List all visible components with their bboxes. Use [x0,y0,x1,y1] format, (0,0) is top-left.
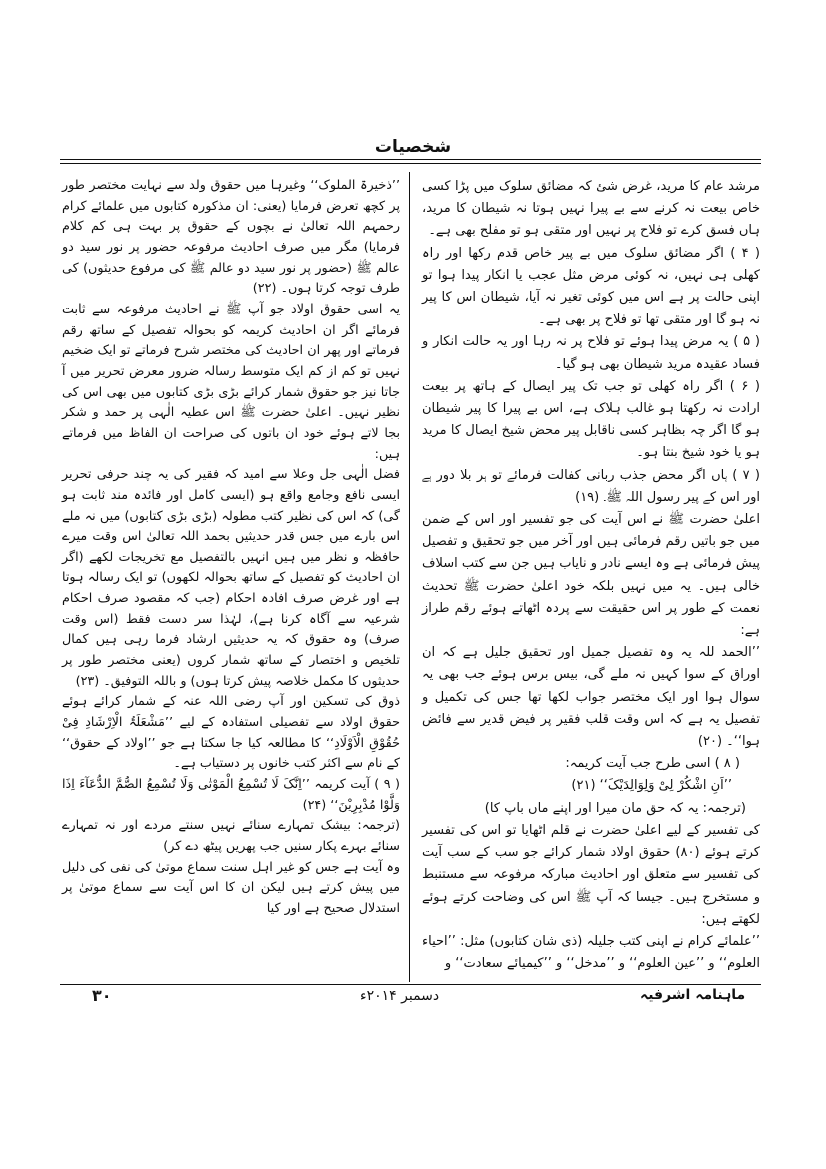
verse: ( ۹ ) آیت کریمہ ’’اِنَّکَ لَا تُسْمِعُ الْمَوْتٰی وَلَا تُسْمِعُ الصُّمَّ الدُّعَآءَ اِذَا وَلَّوْا مُدْبِرِیْنَ‘‘ (۲۴) [62,777,400,813]
page-number: ۳۰ [92,986,112,1005]
right-column [422,176,760,975]
paragraph: یہ اسی حقوق اولاد جو آپ ﷺ نے احادیث مرفوعہ سے ثابت فرمائے اگر ان احادیث کریمہ کو بحوالہ تفصیل کے ساتھ رقم فرماتے اور پھر ان احادیث کی مختصر شرح فرماتے تو ایک ضخیم نہیں تو کم از کم ایک متوسط رسالہ ضرور معرض تحریر میں آ جاتا نیز جو حقوق شمار کرائے بڑی بڑی کتابوں میں بھی اس کی نظیر نہیں۔ اعلیٰ حضرت ﷺ اس عطیہ الٰہی پر حمد و شکر بجا لاتے ہوئے خود ان باتوں کی صراحت ان الفاظ میں فرماتے ہیں: [62,301,400,462]
paragraph: ( ۴ ) اگر مضائق سلوک میں بے پیر خاص قدم رکھا اور راہ کھلی ہی نہیں، نہ کوئی مرض مثل عجب یا انکار پیدا ہوا تو اپنی حالت پر ہے اس میں کوئی تغیر نہ آیا، شیطان اس کا پیر نہ ہو گا اور متقی تھا تو فلاح پر بھی ہے۔ [422,245,760,328]
verse: ’’اَنِ اشْکُرْ لِیْ وَلِوَالِدَیْکَ‘‘ (۲۱) [571,778,732,794]
header-rule-thin [60,163,761,164]
quote-paragraph: ’’علمائے کرام نے اپنی کتب جلیلہ (ذی شان کتابوں) مثل: ’’احیاء العلوم‘‘ و ’’عین العلوم‘‘ و ’’مدخل‘‘ و ’’کیمیائے سعادت‘‘ و [422,933,760,972]
translation: (ترجمہ: یہ کہ حق مان میرا اور اپنے ماں باپ کا) [484,800,746,816]
paragraph: ( ۵ ) یہ مرض پیدا ہوئے تو فلاح پر نہ رہا اور یہ حالت انکار و فساد عقیدہ مرید شیطان بھی ہو گیا۔ [422,334,760,372]
paragraph: مرشد عام کا مرید، غرض شئ کہ مضائق سلوک میں پڑا کسی خاص بیعت نہ کرنے سے بے پیرا نہیں ہوتا نہ شیطان کا مرید، ہاں فسق کرے تو فلاح پر نہیں اور متقی ہو تو مفلح بھی ہے۔ [422,179,760,239]
paragraph: ( ۷ ) ہاں اگر محض جذب ربانی کفالت فرمائے تو ہر بلا دور ہے اور اس کے پیر رسول اللہ ﷺ۔ (۱۹) [422,467,760,505]
paragraph: ( ۶ ) اگر راہ کھلی تو جب تک پیر ایصال کے ہاتھ پر بیعت ارادت نہ رکھتا ہو غالب ہلاک ہے، اس بے پیرا کا پیر شیطان ہو گا اگر چہ بظاہر کسی ناقابل پیر محض شیخ ایصال کا مرید ہو یا خود شیخ بنتا ہو۔ [422,378,760,461]
left-column [62,176,400,920]
quote-paragraph: ’’الحمد للہ یہ وہ تفصیل جمیل اور تحقیق جلیل ہے کہ ان اوراق کے سوا کہیں نہ ملے گی، بیس برس ہوئے جب بھی یہ سوال ہوا اور ایک مختصر جواب لکھا تھا جس کی تکمیل و تفصیل یہ ہے کہ اس وقت قلب فقیر پر فیض قدیر سے فائض ہوا‘‘۔ (۲۰) [422,645,760,750]
paragraph: وہ آیت ہے جس کو غیر اہل سنت سماع موتیٰ کی نفی کی دلیل میں پیش کرتے ہیں لیکن ان کا اس آیت سے سماع موتیٰ پر استدلال صحیح ہے اور کیا [62,859,400,916]
paragraph: کی تفسیر کے لیے اعلیٰ حضرت نے قلم اٹھایا تو اس کی تفسیر کرتے ہوئے (۸۰) حقوق اولاد شمار کرائے جو سب کے سب آیت کی تفسیر سے متعلق اور احادیث مبارکہ مرفوعہ سے مستنبط و مستخرج ہیں۔ جیسا کہ آپ ﷺ اس کی وضاحت کرتے ہوئے لکھتے ہیں: [422,822,760,927]
footer-rule [60,984,761,985]
paragraph: ’’ذخیرۃ الملوک‘‘ وغیرہا میں حقوق ولد سے نہایت مختصر طور پر کچھ تعرض فرمایا (یعنی: ان مذکورہ کتابوں میں علمائے کرام رحمہم اللہ تعالیٰ نے بچوں کے حقوق پر بہت ہی کم کلام فرمایا) مگر میں صرف احادیث مرفوعہ حضور پر نور سید دو عالم ﷺ (حضور پر نور سید دو عالم ﷺ کی مرفوع حدیثوں) کی طرف توجہ کرتا ہوں۔ (۲۲) [62,178,400,297]
paragraph: اعلیٰ حضرت ﷺ نے اس آیت کی جو تفسیر اور اس کے ضمن میں جو باتیں رقم فرمائی ہیں اور آخر میں جو تحقیق و تفصیل پیش فرمائی ہے وہ ایسے نادر و نایاب ہیں جن سے کتب اسلاف خالی ہیں۔ یہ میں نہیں بلکہ خود اعلیٰ حضرت ﷺ تحدیث نعمت کے طور پر اس حقیقت سے پردہ اٹھاتے ہوئے رقم طراز ہے: [422,512,760,639]
paragraph: ( ۸ ) اسی طرح جب آیت کریمہ: [565,756,740,772]
header-rule [60,159,761,160]
magazine-name: ماہنامہ اشرفیہ [640,987,746,1003]
paragraph: ذوق کی تسکین اور آپ رضی اللہ عنہ کے شمار کرائے ہوئے حقوق اولاد سے تفصیلی استفادہ کے لیے ’’مَشْعَلَۃُ الْاِرْشَادِ فِیْ حُقُوْقِ الْاَوْلَادِ‘‘ کا مطالعہ کیا جا سکتا ہے جو ’’اولاد کے حقوق‘‘ کے نام سے اکثر کتب خانوں پر دستیاب ہے۔ [62,694,400,772]
quote-paragraph: فضل الٰہی جل وعلا سے امید کہ فقیر کی یہ چند حرفی تحریر ایسی نافع وجامع واقع ہو (ایسی کامل اور فائدہ مند ثابت ہو گی) کہ اس کی نظیر کتب مطولہ (بڑی بڑی کتابوں) میں نہ ملے اس بارے میں جس قدر حدیثیں بحمد اللہ تعالیٰ اس وقت میرے حافظہ و نظر میں ہیں انہیں بالتفصیل مع تخریجات لکھے (اگر ان احادیث کو تفصیل کے ساتھ بحوالہ لکھوں) تو ایک رسالہ ہوتا ہے اور غرض صرف افادہ احکام (جب کہ مقصود صرف احکام شرعیہ سے آگاہ کرنا ہے)، لہٰذا سر دست فقط (اس وقت صرف) وہ حقوق کہ یہ حدیثیں ارشاد فرما رہی ہیں کمال تلخیص و اختصار کے ساتھ شمار کروں (یعنی مختصر طور پر حدیثوں کا مکمل خلاصہ پیش کرتا ہوں) و باللہ التوفیق۔ (۲۳) [62,467,400,689]
section-title: شخصیات [374,137,452,157]
issue-date: دسمبر ۲۰۱۴ء [360,988,440,1004]
column-separator [409,172,410,982]
translation: (ترجمہ: بیشک تمہارے سنائے نہیں سنتے مردے اور نہ تمہارے سنائے بہرے پکار سنیں جب پھریں پیٹھ دے کر) [62,818,400,854]
